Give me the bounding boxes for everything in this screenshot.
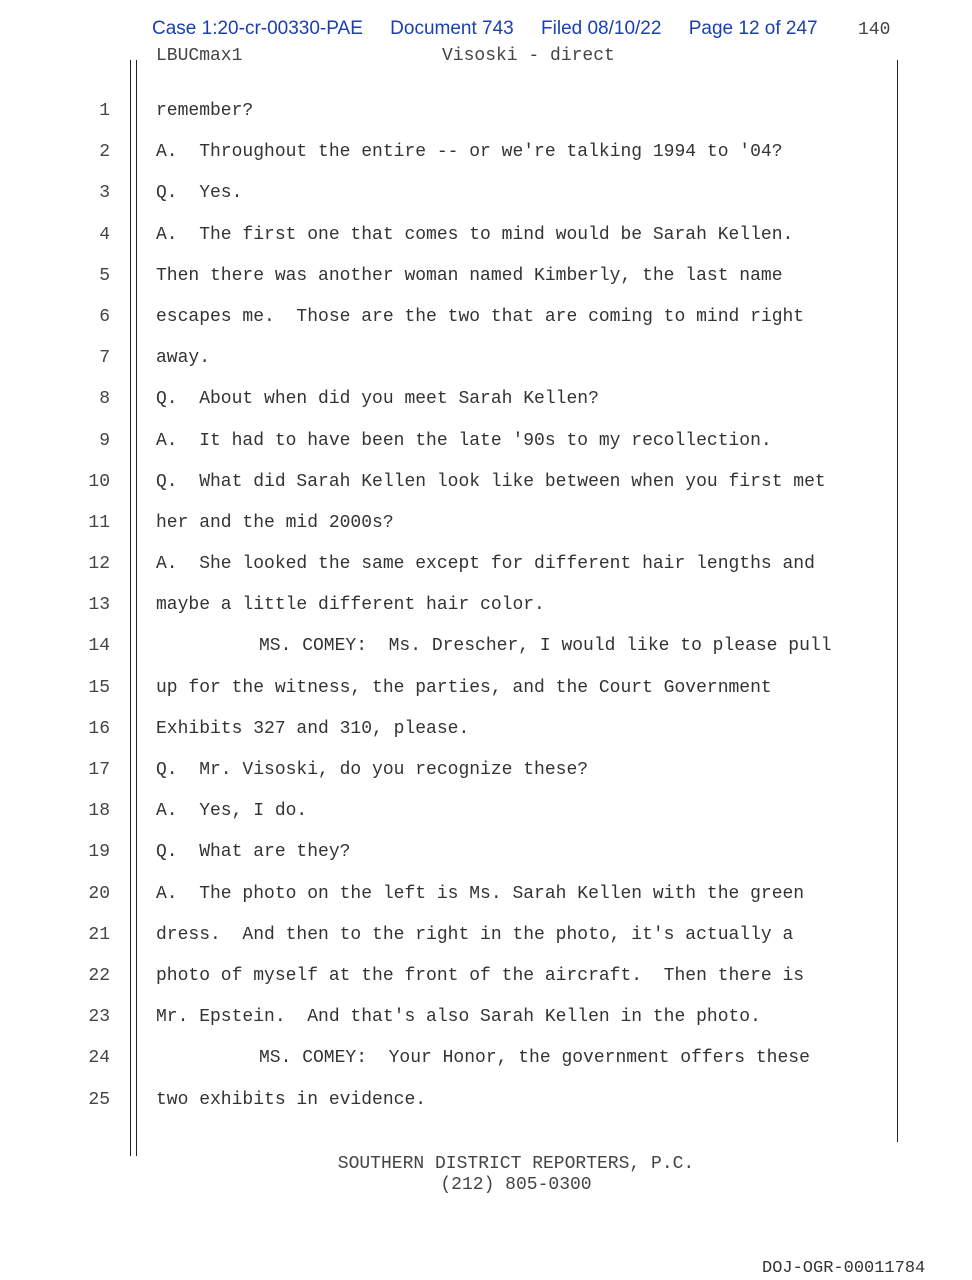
line-text: up for the witness, the parties, and the Court Government [156, 677, 772, 698]
transcript-line [0, 1038, 972, 1079]
transcript-line [0, 132, 972, 173]
line-number: 16 [88, 718, 110, 739]
line-number: 10 [88, 471, 110, 492]
transcript-line [0, 503, 972, 544]
transcript-body [0, 91, 972, 1121]
line-number: 19 [88, 842, 110, 863]
header-code: LBUCmax1 [156, 46, 243, 66]
transcript-line [0, 462, 972, 503]
line-number: 9 [99, 430, 110, 451]
line-text: away. [156, 348, 211, 369]
line-text: Q. About when did you meet Sarah Kellen? [156, 389, 599, 410]
line-number: 15 [88, 677, 110, 698]
line-number: 12 [88, 554, 110, 575]
transcript-line [0, 379, 972, 420]
line-number: 17 [88, 760, 110, 780]
transcript-line [0, 709, 972, 750]
transcript-line [0, 173, 972, 214]
line-number: 1 [99, 101, 110, 121]
transcript-line [0, 791, 972, 832]
line-number: 5 [99, 265, 110, 286]
page-of-total: Page 12 of 247 [688, 18, 818, 39]
transcript-line [0, 297, 972, 338]
transcript-line [0, 256, 972, 297]
line-number: 7 [99, 348, 110, 369]
line-number: 11 [88, 512, 110, 533]
line-text: Then there was another woman named Kimberly, the last name [156, 265, 783, 286]
transcript-line [0, 338, 972, 379]
transcript-line [0, 832, 972, 873]
reporter-phone: (212) 805-0300 [440, 1175, 592, 1195]
transcript-line [0, 91, 972, 132]
line-number: 25 [88, 1089, 110, 1110]
line-text: MS. COMEY: Ms. Drescher, I would like to please pull [259, 636, 832, 657]
line-text: Q. Mr. Visoski, do you recognize these? [156, 760, 589, 780]
line-text: her and the mid 2000s? [156, 512, 394, 533]
transcript-line [0, 668, 972, 709]
line-text: A. Throughout the entire -- or we're talking 1994 to '04? [156, 142, 783, 163]
filed-date: Filed 08/10/22 [541, 18, 662, 39]
reporter-name: SOUTHERN DISTRICT REPORTERS, P.C. [337, 1154, 695, 1174]
bates-number: DOJ-OGR-00011784 [762, 1259, 926, 1278]
reporter-footer [0, 1154, 972, 1196]
line-number: 21 [88, 924, 110, 945]
line-text: escapes me. Those are the two that are coming to mind right [156, 306, 805, 327]
line-text: A. It had to have been the late '90s to my recollection. [156, 430, 772, 451]
line-number: 18 [88, 801, 110, 822]
case-number: Case 1:20-cr-00330-PAE [152, 18, 363, 39]
transcript-line [0, 626, 972, 667]
line-text: Q. Yes. [156, 183, 243, 204]
line-number: 8 [99, 389, 110, 410]
line-text: two exhibits in evidence. [156, 1089, 427, 1110]
line-number: 2 [99, 142, 110, 163]
line-number: 13 [88, 595, 110, 616]
header-title: Visoski - direct [442, 46, 615, 66]
line-number: 24 [88, 1048, 110, 1069]
line-number: 4 [99, 224, 110, 245]
line-text: dress. And then to the right in the photo, it's actually a [156, 924, 794, 945]
line-text: photo of myself at the front of the aircraft. Then there is [156, 965, 805, 986]
line-text: A. The first one that comes to mind would be Sarah Kellen. [156, 224, 794, 245]
filing-stamp [152, 18, 840, 40]
line-text: maybe a little different hair color. [156, 595, 545, 616]
line-number: 6 [99, 306, 110, 327]
line-text: Q. What did Sarah Kellen look like between when you first met [156, 471, 826, 492]
transcript-line [0, 421, 972, 462]
line-text: remember? [156, 101, 254, 121]
line-text: Exhibits 327 and 310, please. [156, 718, 470, 739]
line-number: 20 [88, 883, 110, 904]
transcript-line [0, 750, 972, 791]
document-number: Document 743 [390, 18, 514, 39]
transcript-line [0, 1080, 972, 1121]
line-number: 14 [88, 636, 110, 657]
transcript-page-number: 140 [858, 20, 891, 40]
transcript-line [0, 915, 972, 956]
line-number: 23 [88, 1007, 110, 1028]
line-text: Mr. Epstein. And that's also Sarah Kellen in the photo. [156, 1007, 761, 1028]
transcript-line [0, 997, 972, 1038]
transcript-line [0, 215, 972, 256]
transcript-line [0, 956, 972, 997]
transcript-line [0, 585, 972, 626]
transcript-line [0, 544, 972, 585]
line-number: 3 [99, 183, 110, 204]
transcript-line [0, 874, 972, 915]
line-number: 22 [88, 965, 110, 986]
line-text: A. She looked the same except for different hair lengths and [156, 554, 815, 575]
line-text: A. Yes, I do. [156, 801, 308, 822]
line-text: MS. COMEY: Your Honor, the government offers these [259, 1048, 810, 1069]
line-text: Q. What are they? [156, 842, 351, 863]
line-text: A. The photo on the left is Ms. Sarah Kellen with the green [156, 883, 805, 904]
